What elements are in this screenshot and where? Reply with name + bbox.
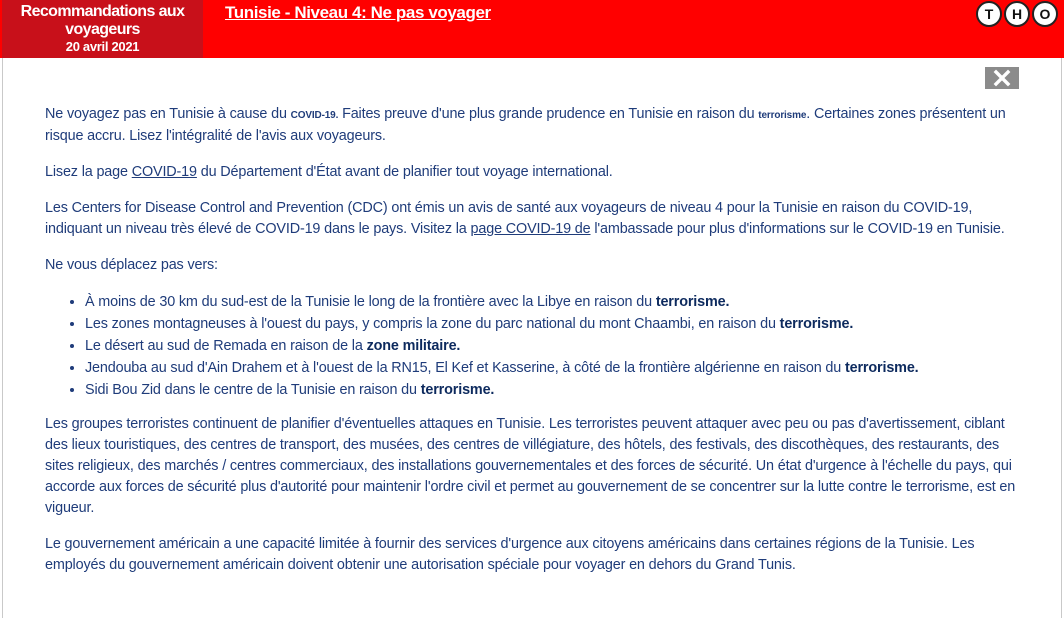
covid-page-paragraph: Lisez la page COVID-19 du Département d'État avant de planifier tout voyage international. [45, 164, 613, 180]
terrorism-term: terrorisme [758, 110, 807, 121]
advisory-date-box [2, 0, 203, 58]
close-icon [993, 69, 1011, 87]
advisory-content [45, 104, 1020, 591]
list-item: • À moins de 30 km du sud-est de la Tunisie le long de la frontière avec la Libye en raison du terrorisme. [85, 291, 1020, 313]
tho-o-badge[interactable]: O [1032, 1, 1058, 27]
tho-indicators [976, 1, 1058, 27]
list-item: • Les zones montagneuses à l'ouest du pays, y compris la zone du parc national du mont Chaambi, en raison du terrorisme. [85, 313, 1020, 335]
header-bar [0, 0, 1064, 58]
cdc-paragraph: Les Centers for Disease Control and Prevention (CDC) ont émis un avis de santé aux voyageurs de niveau 4 pour la Tunisie en raison du COVID-19, indiquant un niveau très élevé de COVID-19 dans le pays. Visitez la page COVID-19 de l'ambassade pour plus d'informations sur le COVID-19 en Tunisie. [45, 200, 1005, 237]
tho-t-badge[interactable]: T [976, 1, 1002, 27]
list-item: • Le désert au sud de Remada en raison de la zone militaire. [85, 335, 1020, 357]
embassy-covid-link[interactable]: page COVID-19 de [470, 221, 591, 237]
advisory-date: 20 avril 2021 [65, 39, 140, 54]
do-not-travel-heading: Ne vous déplacez pas vers: [45, 257, 218, 273]
terrorist-groups-paragraph: Les groupes terroristes continuent de planifier d'éventuelles attaques en Tunisie. Les terroristes peuvent attaquer avec peu ou pas d'avertissement, ciblant des lieux touristiques, des centres de transport, des musées, des centres de villégiature, des hôtels, des festivals, des discothèques, des restaurants, des sites religieux, des marchés / centres commerciaux, des installations gouvernementales et des forces de sécurité. Un état d'urgence à l'échelle du pays, qui accorde aux forces de sécurité plus d'autorité pour maintenir l'ordre civil et permet au gouvernement de se concentrer sur la lutte contre le terrorisme, est en vigueur. [45, 416, 1016, 516]
restricted-zones-list [45, 291, 1020, 401]
close-button[interactable] [985, 67, 1019, 89]
advisory-heading: Recommandations aux voyageurs [20, 3, 185, 38]
covid-page-link[interactable]: COVID-19 [131, 164, 197, 180]
list-item: • Sidi Bou Zid dans le centre de la Tunisie en raison du terrorisme. [85, 379, 1020, 401]
limited-services-paragraph: Le gouvernement américain a une capacité limitée à fournir des services d'urgence aux citoyens américains dans certaines régions de la Tunisie. Les employés du gouvernement américain doivent obtenir une autorisation spéciale pour voyager en dehors du Grand Tunis. [45, 536, 975, 573]
summary-paragraph: Ne voyagez pas en Tunisie à cause du COVID-19. Faites preuve d'une plus grande prudence en Tunisie en raison du terrorisme. Certaines zones présentent un risque accru. Lisez l'intégralité de l'avis aux voyageurs. [45, 106, 1006, 144]
tho-h-badge[interactable]: H [1004, 1, 1030, 27]
list-item: • Jendouba au sud d'Ain Drahem et à l'ouest de la RN15, El Kef et Kasserine, à côté de la frontière algérienne en raison du terrorisme. [85, 357, 1020, 379]
covid-term: COVID-19. [290, 110, 339, 121]
advisory-level-link[interactable]: Tunisie - Niveau 4: Ne pas voyager [225, 3, 491, 22]
